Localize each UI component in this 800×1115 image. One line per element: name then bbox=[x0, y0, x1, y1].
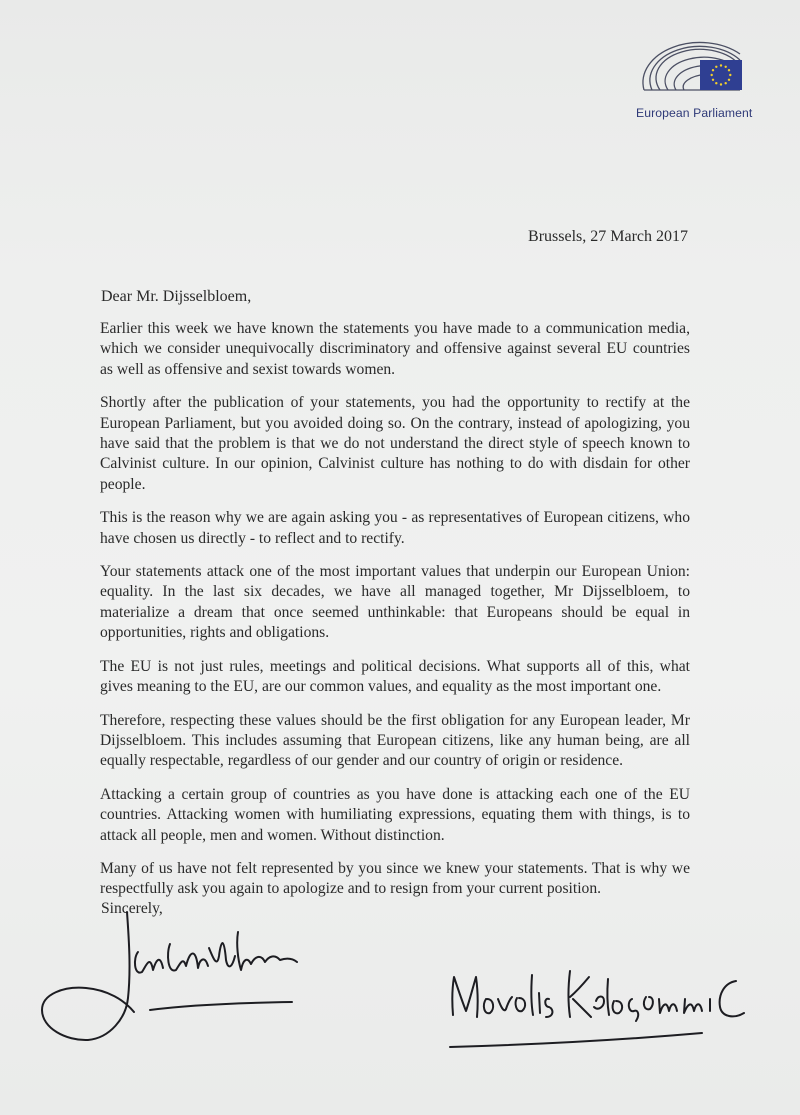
handwritten-signature-icon bbox=[30, 900, 330, 1050]
letter-body bbox=[100, 319, 690, 913]
body-paragraph: Earlier this week we have known the statements you have made to a communication media, which we consider unequivocally discriminatory and offensive against several EU countries as well as offensive and sexist towards women. bbox=[100, 320, 690, 378]
letter-date: Brussels, 27 March 2017 bbox=[528, 228, 688, 245]
institution-name: European Parliament bbox=[636, 106, 753, 120]
salutation: Dear Mr. Dijsselbloem, bbox=[101, 288, 252, 305]
body-paragraph: Therefore, respecting these values should be the first obligation for any European leader, Mr Dijsselbloem. This includes assuming that European citizens, like any human being, are all equally respectable, regardless of our gender and our country of origin or residence. bbox=[100, 711, 690, 770]
closing: Sincerely, bbox=[101, 900, 163, 917]
signature-manfred-weber bbox=[30, 900, 330, 1055]
body-paragraph: This is the reason why we are again asking you - as representatives of European citizens, who have chosen us directly - to reflect and to rectify. bbox=[100, 509, 690, 547]
body-paragraph: The EU is not just rules, meetings and political decisions. What supports all of this, what gives meaning to the EU, are our common values, and equality as the most important one. bbox=[100, 657, 690, 696]
body-paragraph: Attacking a certain group of countries as you have done is attacking each one of the EU countries. Attacking women with humiliating expressions, equating them with things, is to attack all people, men and women. Without distinction. bbox=[100, 785, 690, 844]
eu-flag-hemicycle-icon bbox=[636, 40, 746, 102]
european-parliament-logo bbox=[636, 40, 753, 120]
body-paragraph: Many of us have not felt represented by you since we knew your statements. That is why we respectfully ask you again to apologize and to resign from your current position. bbox=[100, 859, 690, 898]
signature-manolis-kefalogiannis bbox=[440, 955, 760, 1070]
body-paragraph: Shortly after the publication of your statements, you had the opportunity to rectify at the European Parliament, but you avoided doing so. On the contrary, instead of apologizing, you have said that the problem is that we do not understand the direct style of speech known to Calvinist culture. In our opinion, Calvinist culture has nothing to do with disdain for other people. bbox=[100, 394, 690, 493]
handwritten-signature-icon bbox=[440, 955, 760, 1065]
body-paragraph: Your statements attack one of the most important values that underpin our European Union: equality. In the last six decades, we have all managed together, Mr Dijsselbloem, to materialize a dream that once seemed unthinkable: that Europeans should be equal in opportunities, rights and obligations. bbox=[100, 563, 690, 642]
